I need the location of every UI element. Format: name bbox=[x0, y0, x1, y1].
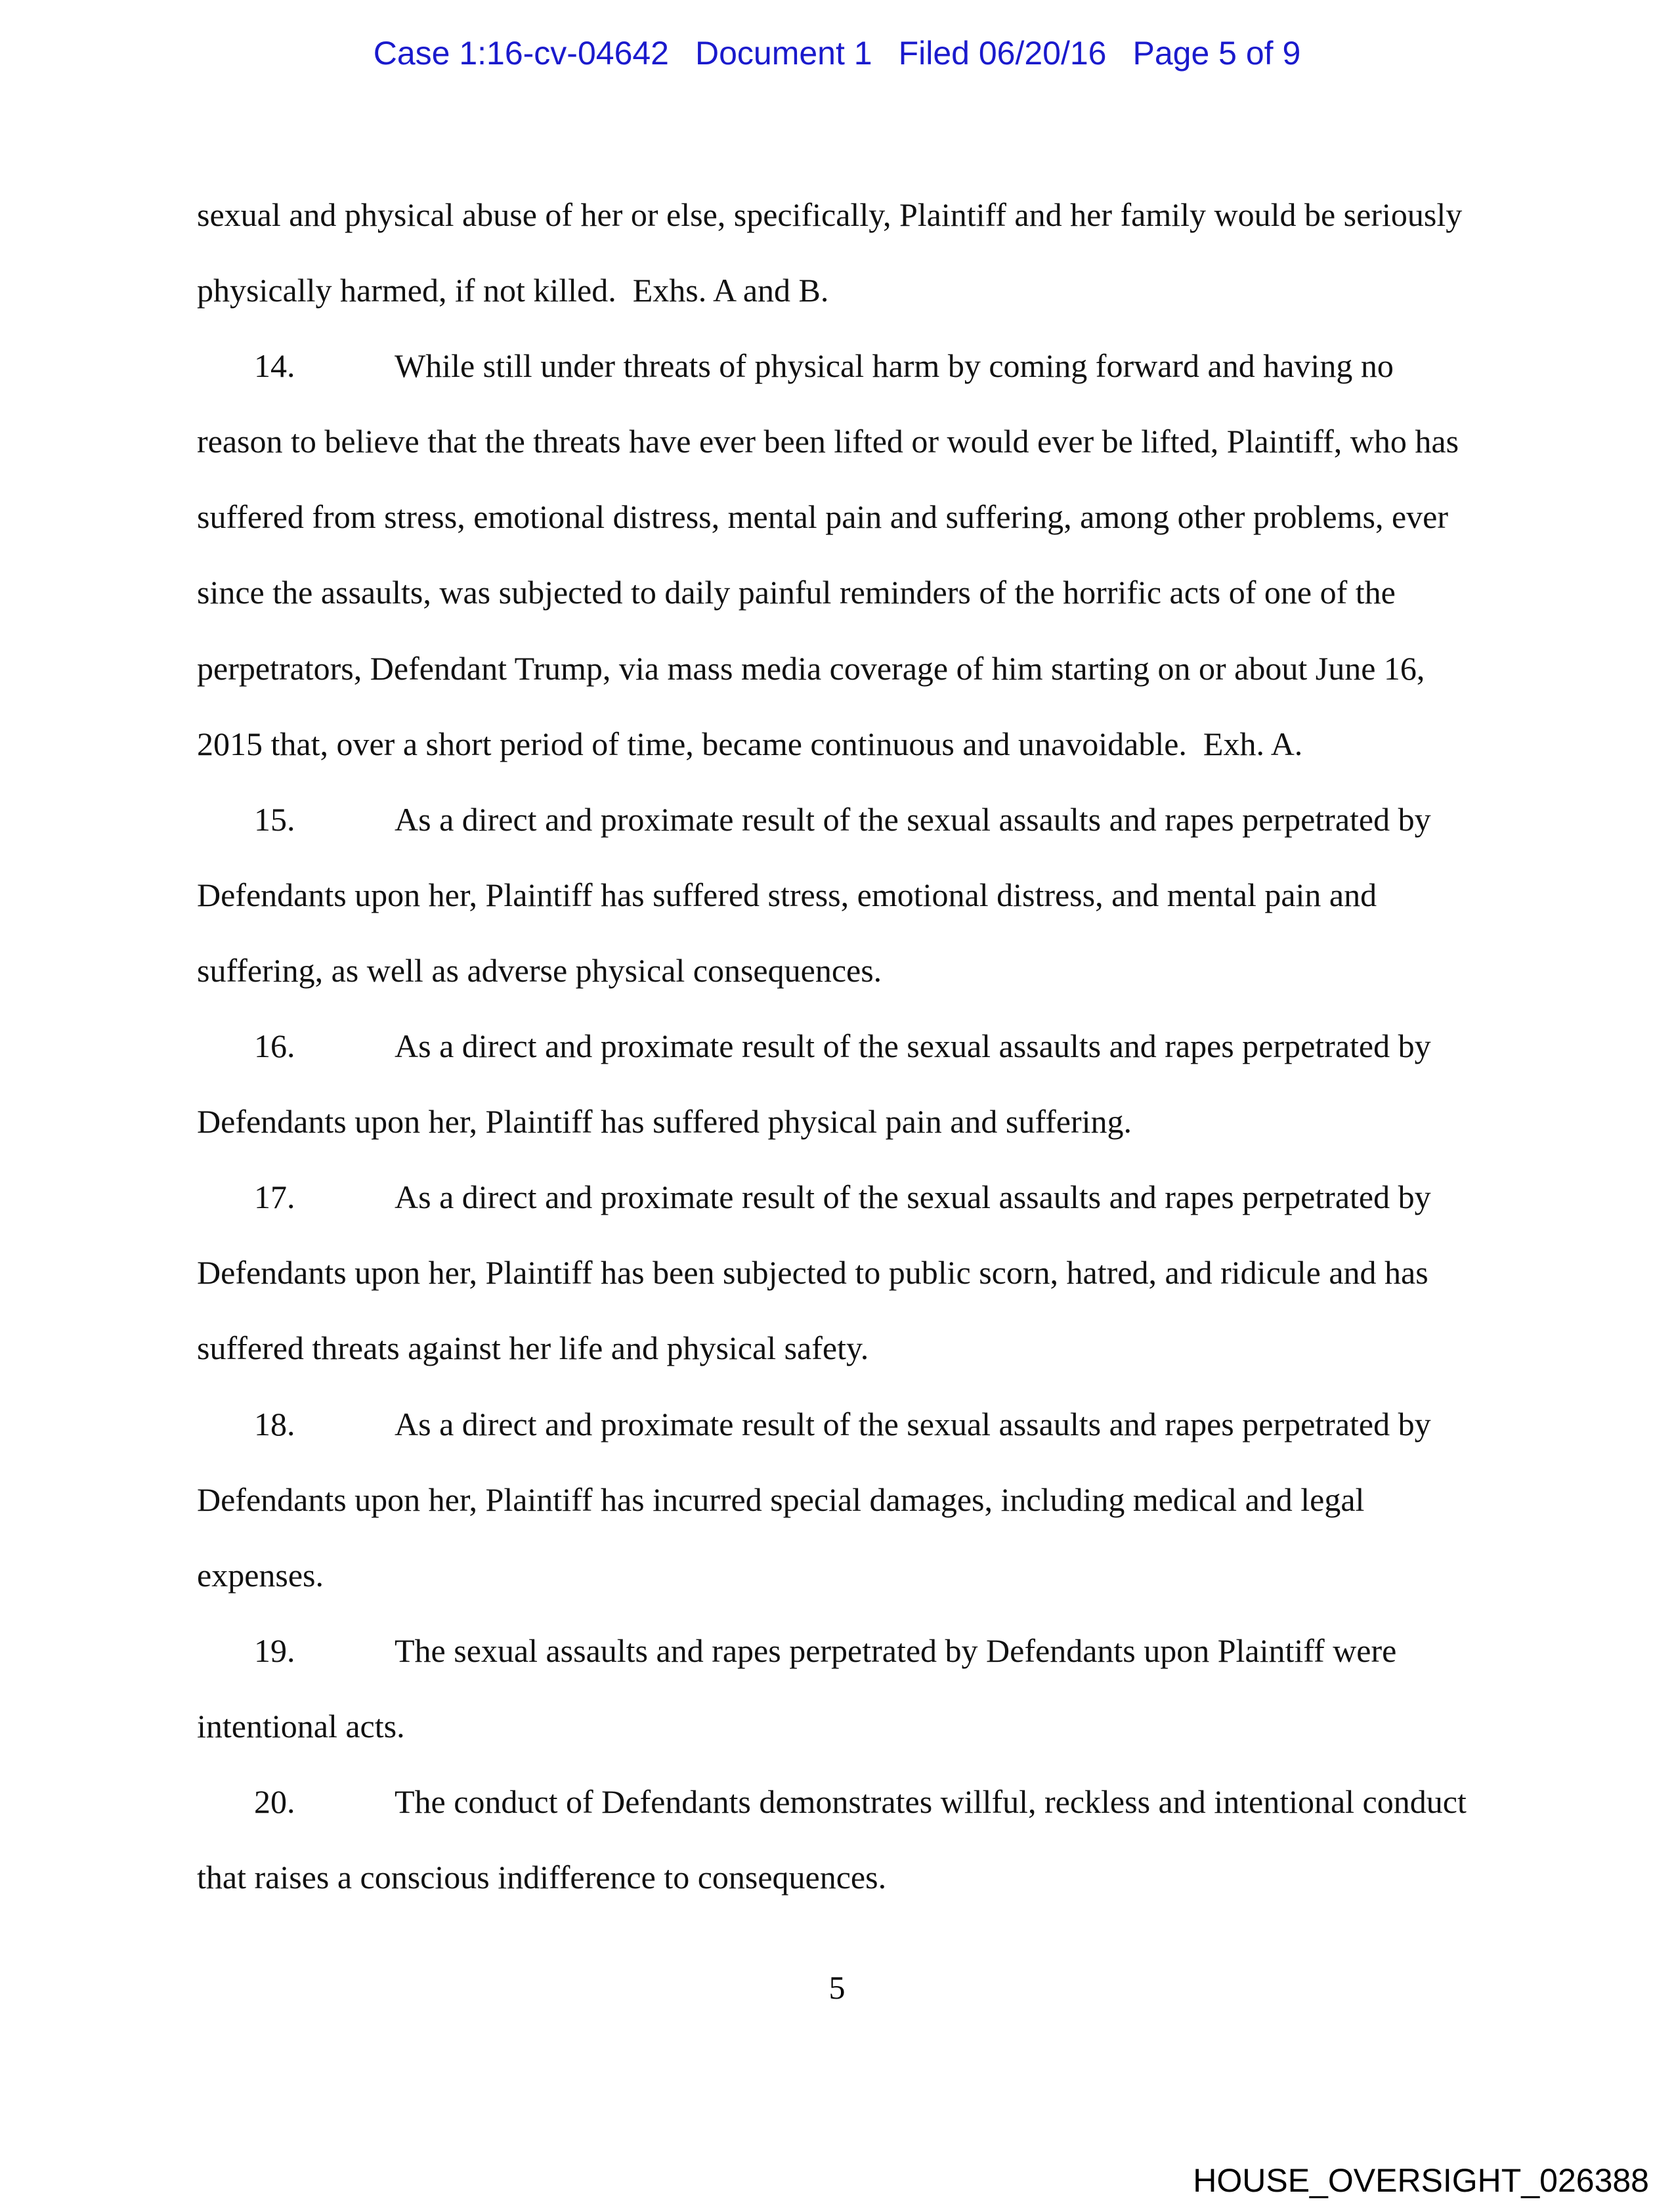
text-line bbox=[197, 404, 1484, 479]
page-number: 5 bbox=[828, 1969, 846, 2006]
line-text: Defendants upon her, Plaintiff has been subjected to public scorn, hatred, and ridicule and has bbox=[197, 1254, 1428, 1291]
case-number: Case 1:16-cv-04642 bbox=[373, 35, 669, 72]
text-line bbox=[197, 1764, 1484, 1840]
line-text: While still under threats of physical harm by coming forward and having no bbox=[395, 347, 1394, 385]
line-text: perpetrators, Defendant Trump, via mass media coverage of him starting on or about June 16, bbox=[197, 649, 1425, 687]
line-text: Defendants upon her, Plaintiff has suffered stress, emotional distress, and mental pain and bbox=[197, 876, 1377, 913]
text-line bbox=[197, 857, 1484, 933]
text-line bbox=[197, 1689, 1484, 1764]
paragraph-number: 18. bbox=[254, 1405, 295, 1442]
document-body bbox=[197, 177, 1484, 1915]
line-text: 2015 that, over a short period of time, became continuous and unavoidable. Exh. A. bbox=[197, 725, 1303, 762]
line-text: suffering, as well as adverse physical consequences. bbox=[197, 951, 882, 989]
text-line bbox=[197, 1311, 1484, 1386]
paragraph-number: 14. bbox=[254, 347, 295, 385]
text-line bbox=[197, 177, 1484, 253]
document-number: Document 1 bbox=[695, 35, 872, 72]
text-line bbox=[197, 1387, 1484, 1462]
paragraph-number: 15. bbox=[254, 800, 295, 838]
text-line bbox=[197, 933, 1484, 1008]
text-line bbox=[197, 782, 1484, 857]
line-text: As a direct and proximate result of the sexual assaults and rapes perpetrated by bbox=[395, 800, 1431, 838]
line-text: expenses. bbox=[197, 1556, 324, 1594]
paragraph-number: 17. bbox=[254, 1179, 295, 1216]
line-text: As a direct and proximate result of the sexual assaults and rapes perpetrated by bbox=[395, 1179, 1431, 1216]
text-line bbox=[197, 1235, 1484, 1311]
text-line bbox=[197, 253, 1484, 328]
text-line bbox=[197, 1613, 1484, 1689]
line-text: since the assaults, was subjected to daily painful reminders of the horrific acts of one of the bbox=[197, 574, 1396, 611]
paragraph-number: 20. bbox=[254, 1783, 295, 1820]
line-text: suffered from stress, emotional distress, mental pain and suffering, among other problems, ever bbox=[197, 498, 1449, 536]
text-line bbox=[197, 1084, 1484, 1160]
text-line bbox=[197, 631, 1484, 706]
case-header bbox=[0, 34, 1674, 72]
page-indicator: Page 5 of 9 bbox=[1132, 35, 1301, 72]
line-text: reason to believe that the threats have ever been lifted or would ever be lifted, Plaintiff, who has bbox=[197, 423, 1459, 460]
text-line bbox=[197, 555, 1484, 630]
text-line bbox=[197, 1538, 1484, 1613]
line-text: The conduct of Defendants demonstrates willful, reckless and intentional conduct bbox=[395, 1783, 1467, 1820]
paragraph-number: 16. bbox=[254, 1028, 295, 1065]
line-text: suffered threats against her life and physical safety. bbox=[197, 1330, 869, 1367]
text-line bbox=[197, 1462, 1484, 1538]
filed-date: Filed 06/20/16 bbox=[898, 35, 1107, 72]
line-text: Defendants upon her, Plaintiff has suffered physical pain and suffering. bbox=[197, 1103, 1132, 1140]
line-text: physically harmed, if not killed. Exhs. A and B. bbox=[197, 272, 829, 309]
paragraph-number: 19. bbox=[254, 1632, 295, 1669]
text-line bbox=[197, 706, 1484, 782]
line-text: Defendants upon her, Plaintiff has incurred special damages, including medical and legal bbox=[197, 1481, 1365, 1518]
line-text: that raises a conscious indifference to consequences. bbox=[197, 1859, 887, 1896]
line-text: The sexual assaults and rapes perpetrated by Defendants upon Plaintiff were bbox=[395, 1632, 1397, 1669]
text-line bbox=[197, 1840, 1484, 1915]
text-line bbox=[197, 328, 1484, 404]
line-text: sexual and physical abuse of her or else, specifically, Plaintiff and her family would be seriously bbox=[197, 196, 1463, 233]
text-line bbox=[197, 1160, 1484, 1235]
text-line bbox=[197, 479, 1484, 555]
bates-stamp: HOUSE_OVERSIGHT_026388 bbox=[1193, 2162, 1649, 2199]
line-text: As a direct and proximate result of the sexual assaults and rapes perpetrated by bbox=[395, 1405, 1431, 1442]
line-text: intentional acts. bbox=[197, 1707, 405, 1745]
text-line bbox=[197, 1008, 1484, 1084]
line-text: As a direct and proximate result of the sexual assaults and rapes perpetrated by bbox=[395, 1028, 1431, 1065]
